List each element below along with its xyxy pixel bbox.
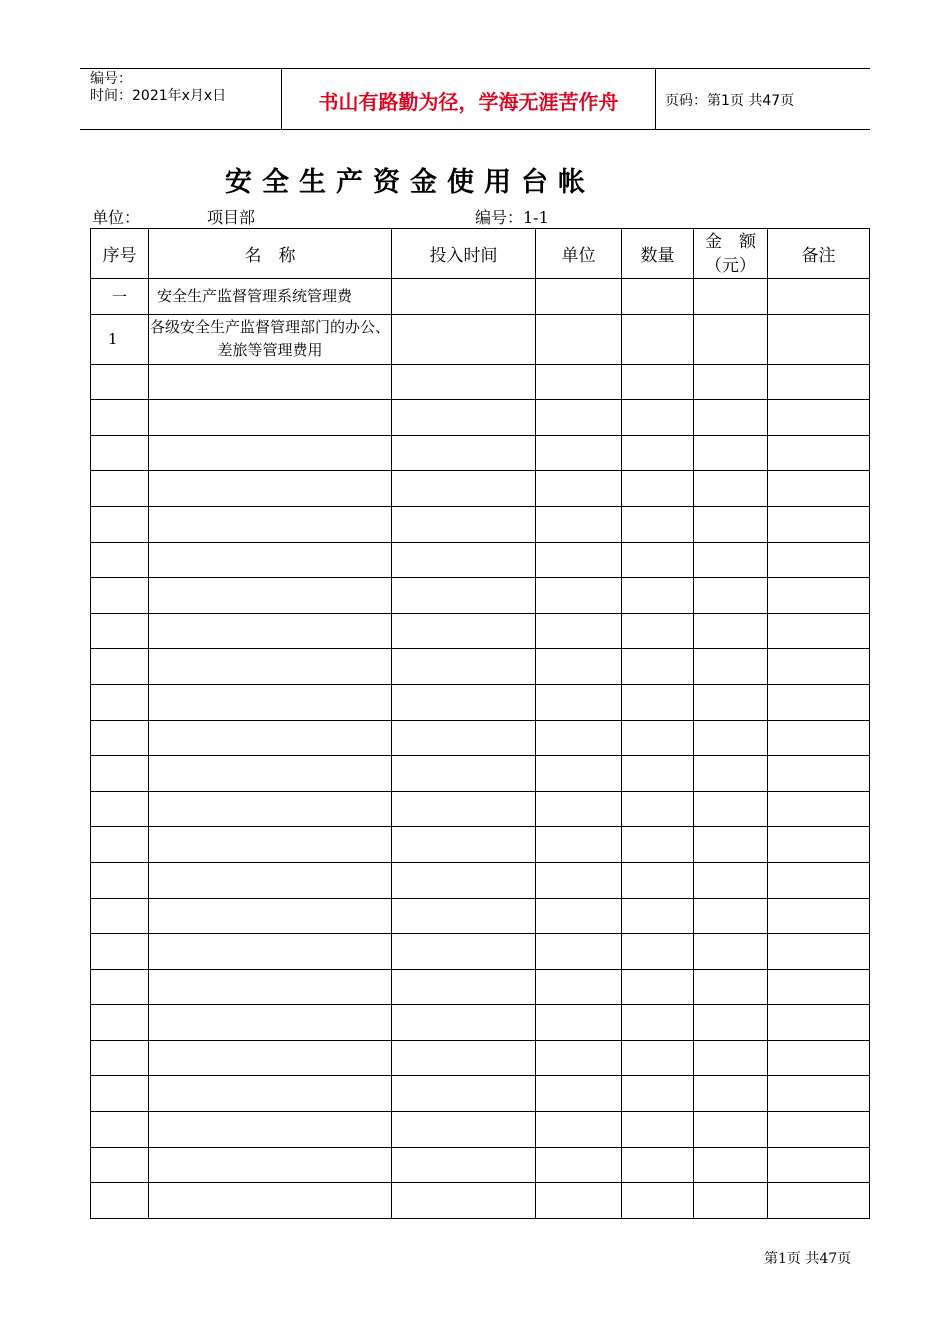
cell-note	[768, 435, 870, 471]
cell-amount	[694, 862, 768, 898]
cell-time	[392, 471, 536, 507]
table-row-empty	[91, 1112, 870, 1148]
cell-time	[392, 969, 536, 1005]
cell-name	[149, 1005, 392, 1041]
column-header-amount	[694, 229, 768, 279]
cell-name	[149, 506, 392, 542]
cell-note	[768, 471, 870, 507]
cell-amount	[694, 542, 768, 578]
cell-amount	[694, 1147, 768, 1183]
cell-qty	[622, 684, 694, 720]
cell-note	[768, 279, 870, 315]
column-header-seq: 序号	[91, 229, 149, 279]
cell-name	[149, 969, 392, 1005]
cell-seq	[91, 506, 149, 542]
cell-amount	[694, 506, 768, 542]
cell-amount	[694, 649, 768, 685]
cell-name	[149, 862, 392, 898]
cell-time	[392, 720, 536, 756]
cell-qty	[622, 314, 694, 364]
cell-note	[768, 613, 870, 649]
cell-name	[149, 364, 392, 400]
table-row-empty	[91, 435, 870, 471]
cell-seq	[91, 1112, 149, 1148]
cell-time	[392, 364, 536, 400]
cell-unit	[536, 435, 622, 471]
cell-time	[392, 791, 536, 827]
table-row-empty	[91, 649, 870, 685]
cell-amount	[694, 720, 768, 756]
cell-seq	[91, 578, 149, 614]
cell-time	[392, 1183, 536, 1219]
table-header-row	[91, 229, 870, 279]
table-row-empty	[91, 613, 870, 649]
cell-time	[392, 684, 536, 720]
header-page-info: 页码：第1页 共47页	[665, 93, 795, 109]
cell-amount	[694, 364, 768, 400]
cell-amount	[694, 791, 768, 827]
cell-name: 安全生产监督管理系统管理费	[149, 279, 392, 315]
cell-unit	[536, 471, 622, 507]
cell-qty	[622, 613, 694, 649]
cell-note	[768, 720, 870, 756]
cell-qty	[622, 720, 694, 756]
cell-amount	[694, 435, 768, 471]
cell-unit	[536, 613, 622, 649]
cell-qty	[622, 791, 694, 827]
table-row-empty	[91, 506, 870, 542]
document-title: 安全生产资金使用台帐	[225, 167, 595, 198]
cell-time	[392, 827, 536, 863]
cell-seq	[91, 969, 149, 1005]
cell-note	[768, 1183, 870, 1219]
table-row-empty	[91, 934, 870, 970]
cell-note	[768, 506, 870, 542]
cell-qty	[622, 862, 694, 898]
table-row-empty	[91, 1005, 870, 1041]
cell-qty	[622, 1076, 694, 1112]
cell-qty	[622, 471, 694, 507]
cell-name	[149, 1112, 392, 1148]
cell-seq: 一	[91, 279, 149, 315]
cell-time	[392, 1040, 536, 1076]
header-motto: 书山有路勤为径，学海无涯苦作舟	[318, 90, 619, 114]
cell-note	[768, 314, 870, 364]
cell-qty	[622, 934, 694, 970]
cell-note	[768, 756, 870, 792]
cell-note	[768, 684, 870, 720]
cell-name	[149, 898, 392, 934]
number-label: 编号：	[90, 71, 132, 87]
cell-amount	[694, 934, 768, 970]
cell-unit	[536, 827, 622, 863]
table-row-empty	[91, 578, 870, 614]
cell-unit	[536, 1147, 622, 1183]
cell-qty	[622, 400, 694, 436]
cell-note	[768, 400, 870, 436]
cell-unit	[536, 934, 622, 970]
cell-amount	[694, 279, 768, 315]
table-row	[91, 314, 870, 364]
table-row-empty	[91, 364, 870, 400]
cell-unit	[536, 791, 622, 827]
cell-unit	[536, 720, 622, 756]
table-row-empty	[91, 756, 870, 792]
cell-seq	[91, 1147, 149, 1183]
ledger-table	[90, 228, 870, 1219]
cell-note	[768, 1147, 870, 1183]
column-header-time: 投入时间	[392, 229, 536, 279]
cell-time	[392, 578, 536, 614]
cell-seq	[91, 1005, 149, 1041]
cell-unit	[536, 1183, 622, 1219]
cell-qty	[622, 969, 694, 1005]
cell-time	[392, 1005, 536, 1041]
cell-note	[768, 898, 870, 934]
table-row-empty	[91, 969, 870, 1005]
cell-seq	[91, 542, 149, 578]
cell-name	[149, 1183, 392, 1219]
cell-seq	[91, 756, 149, 792]
cell-time	[392, 279, 536, 315]
cell-name	[149, 435, 392, 471]
date-label: 时间：2021年x月x日	[90, 88, 227, 104]
cell-name	[149, 400, 392, 436]
column-header-note: 备注	[768, 229, 870, 279]
header-meta	[90, 71, 226, 105]
cell-unit	[536, 314, 622, 364]
header-divider	[655, 69, 656, 129]
cell-note	[768, 578, 870, 614]
cell-seq	[91, 1040, 149, 1076]
cell-seq	[91, 400, 149, 436]
cell-seq: 1	[91, 314, 149, 364]
cell-qty	[622, 756, 694, 792]
cell-unit	[536, 969, 622, 1005]
table-row-empty	[91, 827, 870, 863]
cell-unit	[536, 1112, 622, 1148]
cell-name	[149, 1147, 392, 1183]
table-row-empty	[91, 471, 870, 507]
cell-time	[392, 934, 536, 970]
table-row-empty	[91, 791, 870, 827]
cell-qty	[622, 827, 694, 863]
cell-time	[392, 1076, 536, 1112]
amount-header-line2: （元）	[705, 255, 756, 276]
cell-unit	[536, 862, 622, 898]
page-footer: 第1页 共47页	[764, 1251, 852, 1267]
cell-unit	[536, 578, 622, 614]
table-row-empty	[91, 720, 870, 756]
cell-amount	[694, 471, 768, 507]
cell-unit	[536, 400, 622, 436]
cell-qty	[622, 578, 694, 614]
table-row-empty	[91, 1147, 870, 1183]
cell-time	[392, 435, 536, 471]
cell-seq	[91, 1076, 149, 1112]
cell-seq	[91, 934, 149, 970]
cell-time	[392, 506, 536, 542]
cell-name: 各级安全生产监督管理部门的办公、差旅等管理费用	[149, 314, 392, 364]
column-header-unit: 单位	[536, 229, 622, 279]
cell-note	[768, 934, 870, 970]
unit-label: 单位：	[92, 208, 141, 227]
cell-name	[149, 934, 392, 970]
cell-time	[392, 1147, 536, 1183]
cell-note	[768, 364, 870, 400]
unit-value: 项目部	[207, 208, 256, 227]
table-row-empty	[91, 542, 870, 578]
column-header-name: 名 称	[149, 229, 392, 279]
cell-qty	[622, 364, 694, 400]
cell-qty	[622, 1147, 694, 1183]
cell-note	[768, 649, 870, 685]
cell-unit	[536, 506, 622, 542]
cell-qty	[622, 898, 694, 934]
cell-seq	[91, 613, 149, 649]
cell-qty	[622, 1005, 694, 1041]
cell-seq	[91, 684, 149, 720]
cell-seq	[91, 471, 149, 507]
cell-amount	[694, 969, 768, 1005]
cell-note	[768, 1076, 870, 1112]
table-row-empty	[91, 400, 870, 436]
cell-seq	[91, 791, 149, 827]
document-code: 编号：1-1	[475, 208, 549, 227]
cell-qty	[622, 1183, 694, 1219]
cell-note	[768, 827, 870, 863]
cell-qty	[622, 1112, 694, 1148]
cell-note	[768, 1112, 870, 1148]
cell-seq	[91, 827, 149, 863]
table-row-empty	[91, 862, 870, 898]
cell-name	[149, 578, 392, 614]
page-header	[80, 68, 870, 130]
cell-qty	[622, 649, 694, 685]
cell-name	[149, 827, 392, 863]
cell-qty	[622, 506, 694, 542]
cell-time	[392, 862, 536, 898]
table-row-empty	[91, 1183, 870, 1219]
cell-note	[768, 1040, 870, 1076]
cell-amount	[694, 1005, 768, 1041]
cell-amount	[694, 684, 768, 720]
cell-qty	[622, 542, 694, 578]
cell-name	[149, 791, 392, 827]
table-row	[91, 279, 870, 315]
cell-amount	[694, 613, 768, 649]
cell-name	[149, 471, 392, 507]
table-row-empty	[91, 684, 870, 720]
cell-time	[392, 898, 536, 934]
cell-amount	[694, 314, 768, 364]
cell-note	[768, 862, 870, 898]
cell-amount	[694, 1183, 768, 1219]
cell-note	[768, 791, 870, 827]
table-row-empty	[91, 1076, 870, 1112]
cell-amount	[694, 756, 768, 792]
cell-amount	[694, 400, 768, 436]
cell-seq	[91, 364, 149, 400]
cell-name	[149, 720, 392, 756]
cell-seq	[91, 435, 149, 471]
cell-time	[392, 400, 536, 436]
cell-time	[392, 649, 536, 685]
cell-unit	[536, 1076, 622, 1112]
cell-amount	[694, 1076, 768, 1112]
cell-seq	[91, 862, 149, 898]
amount-header-line1: 金 额	[705, 231, 756, 252]
cell-unit	[536, 898, 622, 934]
cell-unit	[536, 1040, 622, 1076]
cell-time	[392, 314, 536, 364]
cell-time	[392, 542, 536, 578]
table-row-empty	[91, 898, 870, 934]
cell-unit	[536, 542, 622, 578]
cell-unit	[536, 649, 622, 685]
cell-amount	[694, 827, 768, 863]
cell-time	[392, 1112, 536, 1148]
cell-name	[149, 684, 392, 720]
cell-note	[768, 542, 870, 578]
cell-name	[149, 542, 392, 578]
cell-amount	[694, 898, 768, 934]
cell-unit	[536, 364, 622, 400]
cell-unit	[536, 684, 622, 720]
cell-name	[149, 1076, 392, 1112]
cell-name	[149, 1040, 392, 1076]
cell-name	[149, 613, 392, 649]
cell-seq	[91, 1183, 149, 1219]
cell-amount	[694, 1040, 768, 1076]
cell-qty	[622, 435, 694, 471]
cell-name	[149, 649, 392, 685]
cell-note	[768, 969, 870, 1005]
cell-note	[768, 1005, 870, 1041]
cell-time	[392, 613, 536, 649]
cell-qty	[622, 279, 694, 315]
cell-seq	[91, 898, 149, 934]
cell-name	[149, 756, 392, 792]
cell-unit	[536, 756, 622, 792]
cell-qty	[622, 1040, 694, 1076]
table-row-empty	[91, 1040, 870, 1076]
cell-unit	[536, 1005, 622, 1041]
cell-unit	[536, 279, 622, 315]
cell-amount	[694, 578, 768, 614]
cell-seq	[91, 649, 149, 685]
cell-time	[392, 756, 536, 792]
column-header-qty: 数量	[622, 229, 694, 279]
cell-amount	[694, 1112, 768, 1148]
cell-seq	[91, 720, 149, 756]
